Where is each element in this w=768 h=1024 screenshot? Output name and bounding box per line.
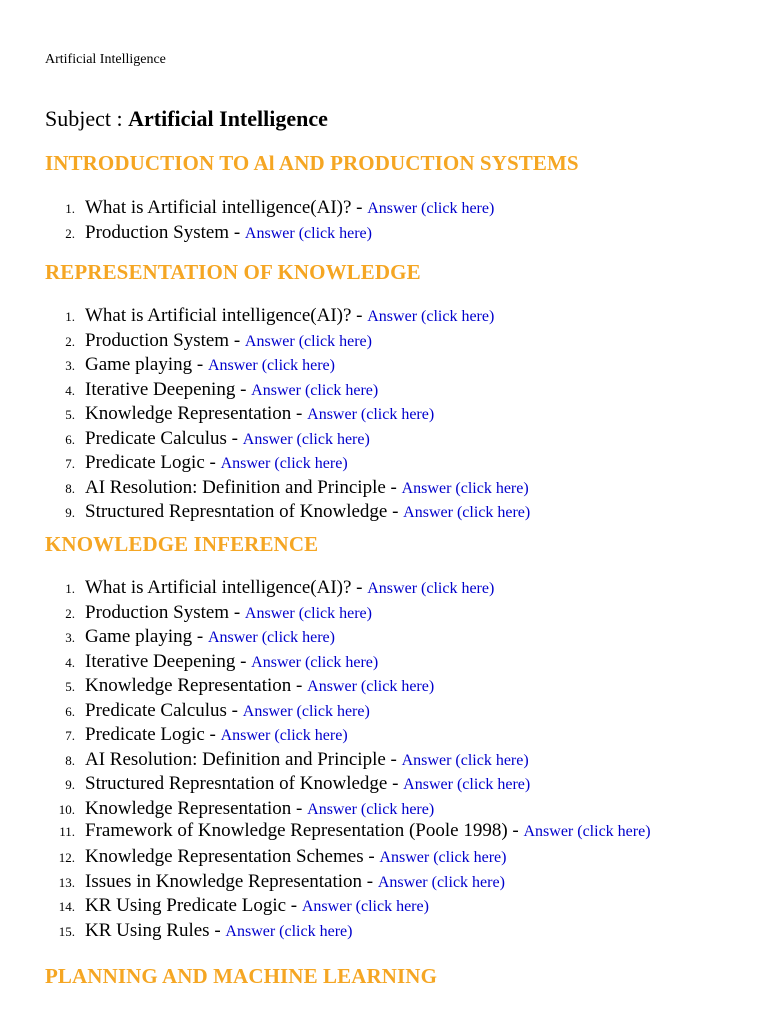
item-number: 2. (65, 225, 75, 241)
item-title: Production System - (85, 329, 245, 351)
answer-link[interactable]: Answer (click here) (244, 604, 372, 622)
answer-link[interactable]: Answer (click here) (207, 629, 335, 646)
item-number: 5. (65, 407, 75, 422)
question-list-inference (45, 576, 705, 943)
question-list-representation (45, 304, 705, 525)
list-item (45, 870, 705, 895)
list-item (45, 797, 705, 822)
list-item (45, 772, 705, 797)
item-title: AI Resolution: Definition and Principle - (85, 476, 402, 498)
answer-link[interactable]: Answer (click here) (367, 200, 495, 217)
list-item (45, 674, 705, 699)
item-number: 4. (65, 382, 75, 398)
item-title: What is Artificial intelligence(AI)? - (85, 305, 368, 326)
answer-link[interactable]: Answer (click here) (242, 702, 370, 720)
list-item (45, 919, 705, 944)
item-number: 8. (65, 480, 75, 496)
item-title: What is Artificial intelligence(AI)? - (85, 197, 368, 218)
list-item (45, 576, 705, 601)
answer-link[interactable]: Answer (click here) (403, 504, 531, 521)
list-item (45, 304, 705, 329)
subject-name: Artificial Intelligence (128, 106, 328, 131)
item-number: 6. (65, 431, 75, 447)
answer-link[interactable]: Answer (click here) (225, 922, 353, 940)
list-item (45, 625, 705, 650)
answer-link[interactable]: Answer (click here) (301, 898, 429, 915)
answer-link[interactable]: Answer (click here) (251, 381, 379, 399)
item-number: 9. (65, 505, 75, 520)
answer-link[interactable]: Answer (click here) (403, 776, 531, 793)
item-title: Predicate Logic - (85, 452, 221, 473)
answer-link[interactable]: Answer (click here) (220, 455, 348, 472)
item-number: 8. (65, 752, 75, 768)
item-title: AI Resolution: Definition and Principle - (85, 748, 402, 770)
answer-link[interactable]: Answer (click here) (367, 308, 495, 325)
item-title: Iterative Deepening - (85, 650, 252, 672)
item-number: 2. (65, 333, 75, 349)
item-title: Game playing - (85, 626, 208, 647)
item-number: 9. (65, 777, 75, 792)
list-item (45, 500, 705, 525)
item-number: 1. (65, 309, 75, 324)
item-number: 11. (59, 824, 75, 839)
section-heading-intro: INTRODUCTION TO Al AND PRODUCTION SYSTEMS (45, 151, 579, 175)
answer-link[interactable]: Answer (click here) (244, 224, 372, 242)
list-item (45, 821, 705, 845)
answer-link[interactable]: Answer (click here) (401, 751, 529, 769)
item-number: 12. (58, 850, 75, 865)
answer-link[interactable]: Answer (click here) (207, 357, 335, 374)
item-title: KR Using Rules - (85, 919, 226, 941)
list-item (45, 476, 705, 501)
list-item (45, 221, 705, 246)
item-number: 7. (65, 456, 75, 471)
item-number: 4. (65, 654, 75, 670)
answer-link[interactable]: Answer (click here) (377, 873, 505, 891)
list-item (45, 353, 705, 378)
list-item (45, 845, 705, 870)
item-title: Knowledge Representation - (85, 675, 308, 696)
item-title: Predicate Calculus - (85, 699, 243, 721)
list-item (45, 601, 705, 626)
item-title: Knowledge Representation - (85, 403, 308, 424)
item-number: 3. (65, 630, 75, 645)
answer-link[interactable]: Answer (click here) (251, 653, 379, 671)
list-item (45, 650, 705, 675)
section-heading-inference: KNOWLEDGE INFERENCE (45, 532, 319, 556)
answer-link[interactable]: Answer (click here) (367, 580, 495, 597)
answer-link[interactable]: Answer (click here) (523, 823, 651, 840)
list-item (45, 451, 705, 476)
list-item (45, 894, 705, 919)
answer-link[interactable]: Answer (click here) (307, 406, 435, 423)
answer-link[interactable]: Answer (click here) (220, 727, 348, 744)
list-item (45, 329, 705, 354)
item-title: Production System - (85, 601, 245, 623)
answer-link[interactable]: Answer (click here) (307, 800, 435, 818)
list-item (45, 427, 705, 452)
item-title: Issues in Knowledge Representation - (85, 870, 378, 892)
list-item (45, 699, 705, 724)
answer-link[interactable]: Answer (click here) (401, 479, 529, 497)
item-number: 6. (65, 703, 75, 719)
item-title: KR Using Predicate Logic - (85, 895, 302, 916)
section-heading-planning: PLANNING AND MACHINE LEARNING (45, 964, 438, 988)
item-title: Predicate Calculus - (85, 427, 243, 449)
list-item (45, 402, 705, 427)
item-number: 15. (58, 923, 75, 939)
item-title: Knowledge Representation Schemes - (85, 846, 380, 867)
item-title: Iterative Deepening - (85, 378, 252, 400)
answer-link[interactable]: Answer (click here) (244, 332, 372, 350)
list-item (45, 196, 705, 221)
question-list-intro (45, 196, 705, 245)
item-title: Structured Represntation of Knowledge - (85, 501, 404, 522)
list-item (45, 378, 705, 403)
item-number: 2. (65, 605, 75, 621)
item-number: 1. (65, 581, 75, 596)
item-number: 7. (65, 728, 75, 743)
answer-link[interactable]: Answer (click here) (307, 678, 435, 695)
item-title: Knowledge Representation - (85, 797, 308, 819)
item-title: Predicate Logic - (85, 724, 221, 745)
item-number: 10. (58, 801, 75, 817)
subject-label: Subject : (45, 106, 129, 131)
item-title: Game playing - (85, 354, 208, 375)
item-number: 14. (58, 899, 75, 914)
item-title: Structured Represntation of Knowledge - (85, 773, 404, 794)
page-title (45, 106, 328, 132)
item-number: 3. (65, 358, 75, 373)
item-number: 1. (65, 201, 75, 216)
list-item (45, 723, 705, 748)
item-number: 13. (58, 874, 75, 890)
answer-link[interactable]: Answer (click here) (242, 430, 370, 448)
item-title: Production System - (85, 221, 245, 243)
list-item (45, 748, 705, 773)
item-title: What is Artificial intelligence(AI)? - (85, 577, 368, 598)
running-head: Artificial Intelligence (45, 52, 166, 67)
answer-link[interactable]: Answer (click here) (379, 849, 507, 866)
item-title: Framework of Knowledge Representation (Poole 1998) - (85, 820, 524, 841)
item-number: 5. (65, 679, 75, 694)
section-heading-representation: REPRESENTATION OF KNOWLEDGE (45, 260, 421, 284)
